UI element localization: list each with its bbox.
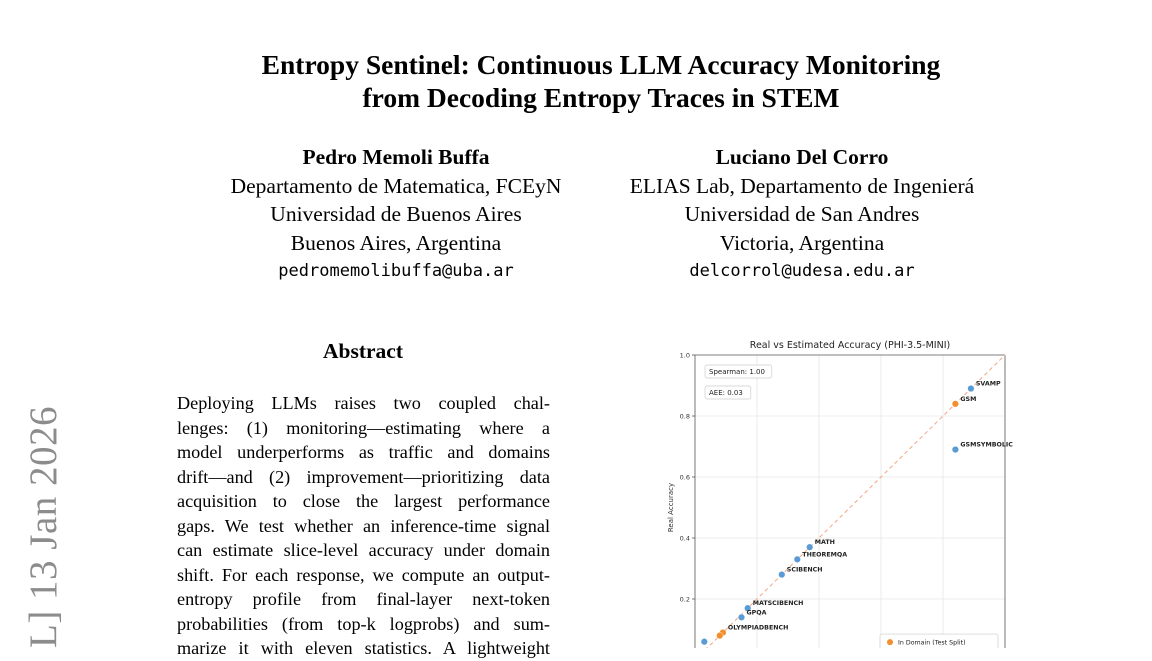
abstract-line: marize it with eleven statistics. A lightweight xyxy=(177,638,550,658)
author-university: Universidad de Buenos Aires xyxy=(270,202,522,226)
abstract-line: can estimate slice-level accuracy under domain xyxy=(177,540,550,560)
paper-title-line-2: from Decoding Entropy Traces in STEM xyxy=(362,82,840,113)
arxiv-identifier-stamp: L] 13 Jan 2026 xyxy=(22,405,65,648)
point-label: OLYMPIADBENCH xyxy=(727,624,789,632)
chart-title: Real vs Estimated Accuracy (PHI-3.5-MINI) xyxy=(749,340,951,351)
data-point xyxy=(952,446,959,453)
data-point xyxy=(717,632,724,639)
legend-label: In Domain (Test Split) xyxy=(898,639,966,647)
y-tick-label: 1.0 xyxy=(679,351,690,360)
data-point xyxy=(701,638,708,645)
abstract-line: entropy profile from final-layer next-token xyxy=(177,589,550,609)
y-tick-label: 0.4 xyxy=(679,534,690,543)
abstract-line: Deploying LLMs raises two coupled chal- xyxy=(177,393,550,413)
author-email: pedromemolibuffa@uba.ar xyxy=(278,261,514,281)
data-point xyxy=(794,556,801,563)
point-label: SVAMP xyxy=(975,380,1001,388)
abstract-line: acquisition to close the largest performance xyxy=(177,491,550,511)
author-block-2 xyxy=(602,143,1002,285)
abstract-line: gaps. We test whether an inference-time signal xyxy=(177,515,550,536)
point-label: THEOREMQA xyxy=(802,551,848,559)
data-point xyxy=(952,401,959,408)
author-block-1 xyxy=(196,143,596,285)
data-point xyxy=(738,614,745,621)
point-label: GSMSYMBOLIC xyxy=(960,441,1013,449)
paper-title-line-1: Entropy Sentinel: Continuous LLM Accuracy Monitoring xyxy=(261,49,941,80)
author-name: Luciano Del Corro xyxy=(715,145,889,169)
point-label: MATH xyxy=(814,539,835,547)
author-university: Universidad de San Andres xyxy=(684,202,920,226)
abstract-line: shift. For each response, we compute an output- xyxy=(177,564,550,585)
author-email: delcorrol@udesa.edu.ar xyxy=(689,261,915,281)
point-label: GSM xyxy=(960,395,977,403)
data-point xyxy=(968,385,975,392)
author-location: Victoria, Argentina xyxy=(719,230,885,255)
abstract-line: lenges: (1) monitoring—estimating where a xyxy=(177,417,550,438)
author-location: Buenos Aires, Argentina xyxy=(290,230,502,255)
figure-scatter-chart xyxy=(660,335,1020,648)
point-label: GPQA xyxy=(746,609,767,617)
abstract-line: drift—and (2) improvement—prioritizing data xyxy=(177,466,550,487)
annotation-text: AEE: 0.03 xyxy=(709,389,743,397)
abstract-line: model underperforms as traffic and domains xyxy=(177,442,550,462)
abstract-heading: Abstract xyxy=(322,339,403,363)
abstract-line: probabilities (from top-k logprobs) and sum- xyxy=(177,613,550,634)
y-tick-label: 0.2 xyxy=(679,595,690,604)
y-tick-label: 0.8 xyxy=(679,412,690,421)
legend-marker xyxy=(887,639,893,645)
data-point xyxy=(806,544,813,551)
data-point xyxy=(779,571,786,578)
y-axis-label: Real Accuracy xyxy=(667,482,675,533)
abstract-body xyxy=(177,391,550,661)
author-affiliation: Departamento de Matematica, FCEyN xyxy=(230,173,562,198)
y-tick-label: 0.6 xyxy=(679,473,690,482)
accuracy-scatter-plot xyxy=(660,335,1020,648)
point-label: MATSCIBENCH xyxy=(752,600,804,608)
annotation-text: Spearman: 1.00 xyxy=(709,368,765,376)
author-name: Pedro Memoli Buffa xyxy=(302,145,490,169)
author-affiliation: ELIAS Lab, Departamento de Ingenierá xyxy=(629,173,975,198)
point-label: SCIBENCH xyxy=(786,566,823,574)
